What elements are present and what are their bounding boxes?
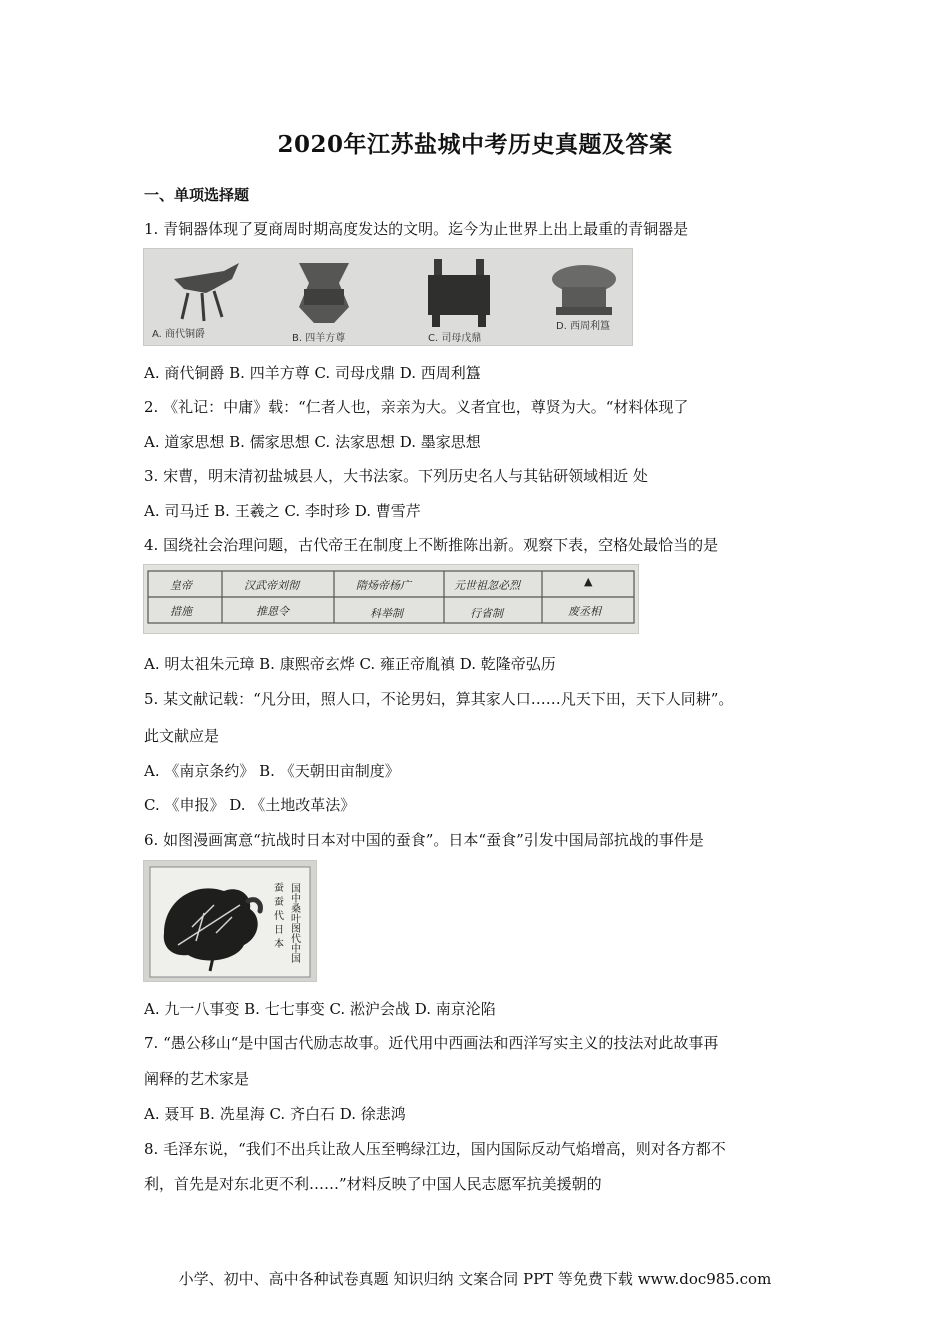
question-5-options-2: C. 《申报》 D. 《土地改革法》 <box>144 796 356 814</box>
table-cell-yangdi: 隋炀帝杨广 <box>356 579 411 592</box>
section-heading: 一、单项选择题 <box>144 186 250 204</box>
caption-d: D. 西周利簋 <box>556 321 611 332</box>
page-footer: 小学、初中、高中各种试卷真题 知识归纳 文案合同 PPT 等免费下载 www.doc985.com <box>178 1270 772 1288</box>
question-8-stem-cont: 利，首先是对东北更不利……”材料反映了中国人民志愿军抗美援朝的 <box>144 1175 602 1193</box>
caption-b: B. 四羊方尊 <box>292 333 346 344</box>
table-cell-kublai: 元世祖忽必烈 <box>454 579 520 592</box>
table-cell-xingsheng: 行省制 <box>470 607 503 620</box>
table-cell-tuienling: 推恩令 <box>256 605 289 618</box>
question-5-options-1: A. 《南京条约》 B. 《天朝田亩制度》 <box>144 762 400 780</box>
question-6-stem: 6. 如图漫画寓意“抗战时日本对中国的蚕食”。日本“蚕食”引发中国局部抗战的事件是 <box>144 831 704 849</box>
table-cell-wudi: 汉武帝刘彻 <box>244 579 299 592</box>
question-7-stem-cont: 阐释的艺术家是 <box>144 1070 250 1088</box>
cartoon-caption-vertical: 国中桑叶图代中国 <box>288 883 300 963</box>
table-cell-blank: ▲ <box>584 575 593 588</box>
question-7-stem: 7. “愚公移山“是中国古代励志故事。近代用中西画法和西洋写实主义的技法对此故事再 <box>144 1034 719 1052</box>
table-header-emperor: 皇帝 <box>170 579 192 592</box>
cartoon-char-1: 蚕 <box>274 883 284 894</box>
question-4-options: A. 明太祖朱元璋 B. 康熙帝玄烨 C. 雍正帝胤禛 D. 乾隆帝弘历 <box>144 655 556 673</box>
question-7-options: A. 聂耳 B. 冼星海 C. 齐白石 D. 徐悲鸿 <box>144 1105 406 1123</box>
table-header-measure: 措施 <box>170 605 192 618</box>
question-5-stem: 5. 某文献记载：“凡分田，照人口，不论男妇，算其家人口……凡天下田，天下人同耕”。 <box>144 690 734 708</box>
silkworm-cartoon-image <box>143 860 317 982</box>
cartoon-char-4: 日 <box>274 925 284 936</box>
caption-c: C. 司母戊鼎 <box>428 333 482 344</box>
question-3-stem: 3. 宋曹，明末清初盐城县人，大书法家。下列历史名人与其钻研领域相近 处 <box>144 467 648 485</box>
cartoon-char-5: 本 <box>274 939 284 950</box>
emperor-table-image <box>143 564 639 634</box>
question-1-options: A. 商代铜爵 B. 四羊方尊 C. 司母戊鼎 D. 西周利簋 <box>144 364 481 382</box>
question-2-stem: 2. 《礼记：中庸》载：“仁者人也，亲亲为大。义者宜也，尊贤为大。“材料体现了 <box>144 398 689 416</box>
question-2-options: A. 道家思想 B. 儒家思想 C. 法家思想 D. 墨家思想 <box>144 433 481 451</box>
question-6-options: A. 九一八事变 B. 七七事变 C. 淞沪会战 D. 南京沦陷 <box>144 1000 496 1018</box>
bronze-zun-figure <box>299 263 349 323</box>
table-cell-feichengxiang: 废丞相 <box>568 605 601 618</box>
question-1-stem: 1. 青铜器体现了夏商周时期高度发达的文明。迄今为止世界上出上最重的青铜器是 <box>144 220 689 238</box>
caption-a: A. 商代铜爵 <box>152 329 206 340</box>
question-3-options: A. 司马迁 B. 王羲之 C. 李时珍 D. 曹雪芹 <box>144 502 421 520</box>
bronze-vessels-image <box>143 248 633 346</box>
cartoon-char-2: 蚕 <box>274 897 284 908</box>
page-title: 2020年江苏盐城中考历史真题及答案 <box>277 131 673 158</box>
cartoon-char-3: 代 <box>274 911 284 922</box>
table-cell-keju: 科举制 <box>370 607 403 620</box>
question-8-stem: 8. 毛泽东说，“我们不出兵让敌人压至鸭绿江边，国内国际反动气焰增高，则对各方都不 <box>144 1140 726 1158</box>
question-4-stem: 4. 国绕社会治理问题，古代帝王在制度上不断推陈出新。观察下表，空格处最恰当的是 <box>144 536 719 554</box>
question-5-stem-cont: 此文献应是 <box>144 727 220 745</box>
